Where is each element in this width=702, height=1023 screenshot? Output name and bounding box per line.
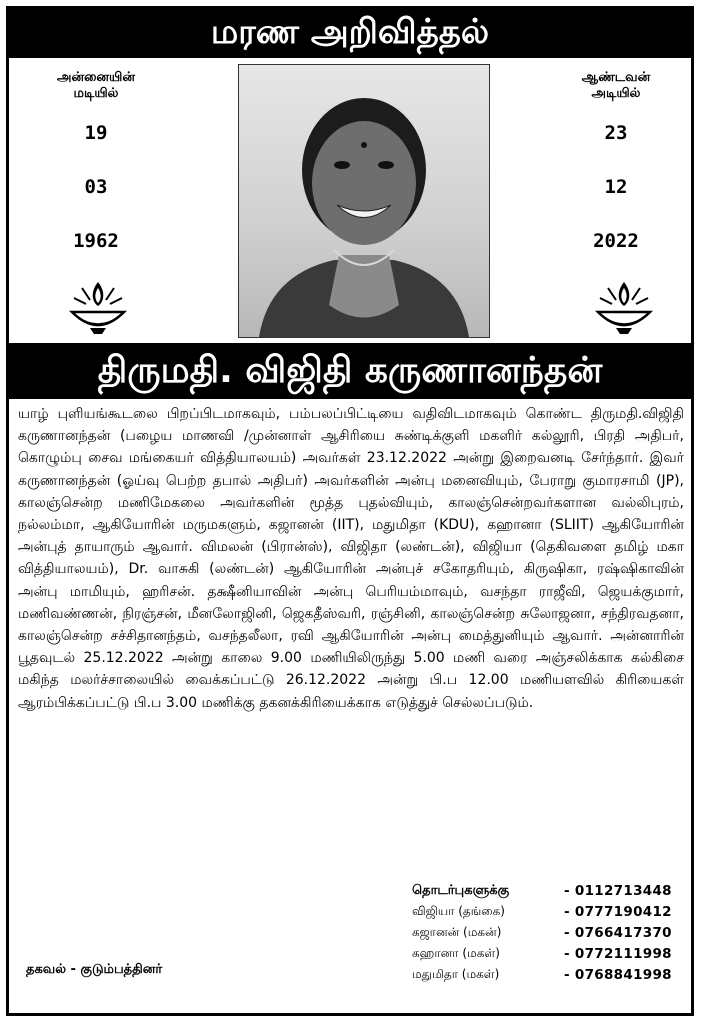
death-month: 12 [604, 176, 628, 198]
notice-body-text: யாழ் புளியங்கூடலை பிறப்பிடமாகவும், பம்பலப்பிட்டியை வதிவிடமாகவும் கொண்ட திருமதி.விஜிதி கருணானந்தன் (பழைய மாணவி /முன்னாள் ஆசிரியை சுண்டிக்குளி மகளிர் கல்லூரி, பிரதி அதிபர், கொழும்பு சைவ மங்கையர் வித்தியாலயம்) அவர்கள் 23.12.2022 அன்று இறைவனடி சேர்ந்தார். இவர் கருணானந்தன் (ஓய்வு பெற்ற தபால் அதிபர்) அவர்களின் அன்பு மனைவியும், பேராறு குமாரசாமி (JP), காலஞ்சென்ற மணிமேகலை அவர்களின் மூத்த புதல்வியும், காலஞ்சென்றவர்களான வல்லிபுரம், நல்லம்மா, ஆகியோரின் மருமகளும், கஜானன் (IIT), மதுமிதா (KDU), கஹானா (SLIIT) ஆகியோரின் அன்புத் தாயாரும் ஆவார். விமலன் (பிரான்ஸ்), விஜிதா (லண்டன்), விஜியா (தெகிவளை தமிழ் மகா வித்தியாலயம்), Dr. வாசுகி (லண்டன்) ஆகியோரின் அன்புச் சகோதரியும், கிருஷிகா, ரஷ்ஷிகாவின் அன்பு மாமியும், ஹரிசன். தக்ஷீனியாவின் அன்பு பெரியம்மாவும், வசந்தா ராஜீவி, ஜெயக்குமார், மணிவண்ணன், நிரஞ்சன், மீனலோஜினி, ஜெகதீஸ்வரி, ரஞ்சினி, காலஞ்சென்ற சுலோஜனா, சந்திரவதனா, காலஞ்சென்ற சச்சிதானந்தம், வசந்தலீலா, ரவி ஆகியோரின் அன்பு மைத்துனியும் ஆவார். அன்னாரின் பூதவுடல் 25.12.2022 அன்று காலை 9.00 மணியிலிருந்து 5.00 மணி வரை அஞ்சலிக்காக கல்கிசை மகிந்த மலர்ச்சாலையில் வைக்கப்பட்டு 26.12.2022 அன்று பி.ப 12.00 மணியளவில் கிரியைகள் ஆரம்பிக்கப்பட்டு பி.ப 3.00 மணிக்கு தகனக்கிரியைக்காக எடுத்துச் செல்லப்படும். [18, 406, 684, 711]
oil-lamp-icon [68, 280, 128, 336]
portrait-illustration [239, 65, 489, 337]
birth-year: 1962 [73, 230, 119, 252]
contact-row [412, 901, 688, 922]
portrait-photo [238, 64, 490, 338]
contact-name: விஜியா (தங்கை) [412, 903, 505, 918]
contact-row [412, 880, 688, 901]
death-caption-line2: அடியில் [591, 86, 641, 101]
birth-caption-line1: அன்னையின் [57, 70, 135, 85]
contact-row [412, 964, 688, 985]
birth-month: 03 [84, 176, 108, 198]
death-year: 2022 [593, 230, 639, 252]
oil-lamp-icon [594, 280, 654, 336]
contact-name: கஜானன் (மகன்) [412, 924, 502, 939]
notice-body [18, 403, 684, 714]
birth-day: 19 [84, 122, 108, 144]
contact-number: - 0112713448 [564, 882, 672, 899]
contact-number: - 0766417370 [564, 924, 672, 941]
contact-name: கஹானா (மகள்) [412, 945, 500, 960]
death-caption-line1: ஆண்டவன் [581, 70, 651, 85]
death-day: 23 [604, 122, 628, 144]
contact-number: - 0772111998 [564, 945, 672, 962]
notice-title: மரண அறிவித்தல் [6, 6, 694, 58]
death-date-panel [556, 70, 676, 268]
birth-date-panel [36, 70, 156, 268]
notice-footer: தகவல் - குடும்பத்தினர் [26, 962, 163, 977]
death-caption [556, 70, 676, 106]
birth-caption [36, 70, 156, 106]
contact-list [412, 880, 688, 985]
birth-caption-line2: மடியில் [73, 86, 119, 101]
contact-name: மதுமிதா (மகள்) [412, 966, 500, 981]
contact-heading: தொடர்புகளுக்கு [412, 882, 510, 898]
deceased-name: திருமதி. விஜிதி கருணானந்தன் [6, 343, 694, 399]
contact-number: - 0768841998 [564, 966, 672, 983]
contact-row [412, 922, 688, 943]
contact-number: - 0777190412 [564, 903, 672, 920]
contact-row [412, 943, 688, 964]
